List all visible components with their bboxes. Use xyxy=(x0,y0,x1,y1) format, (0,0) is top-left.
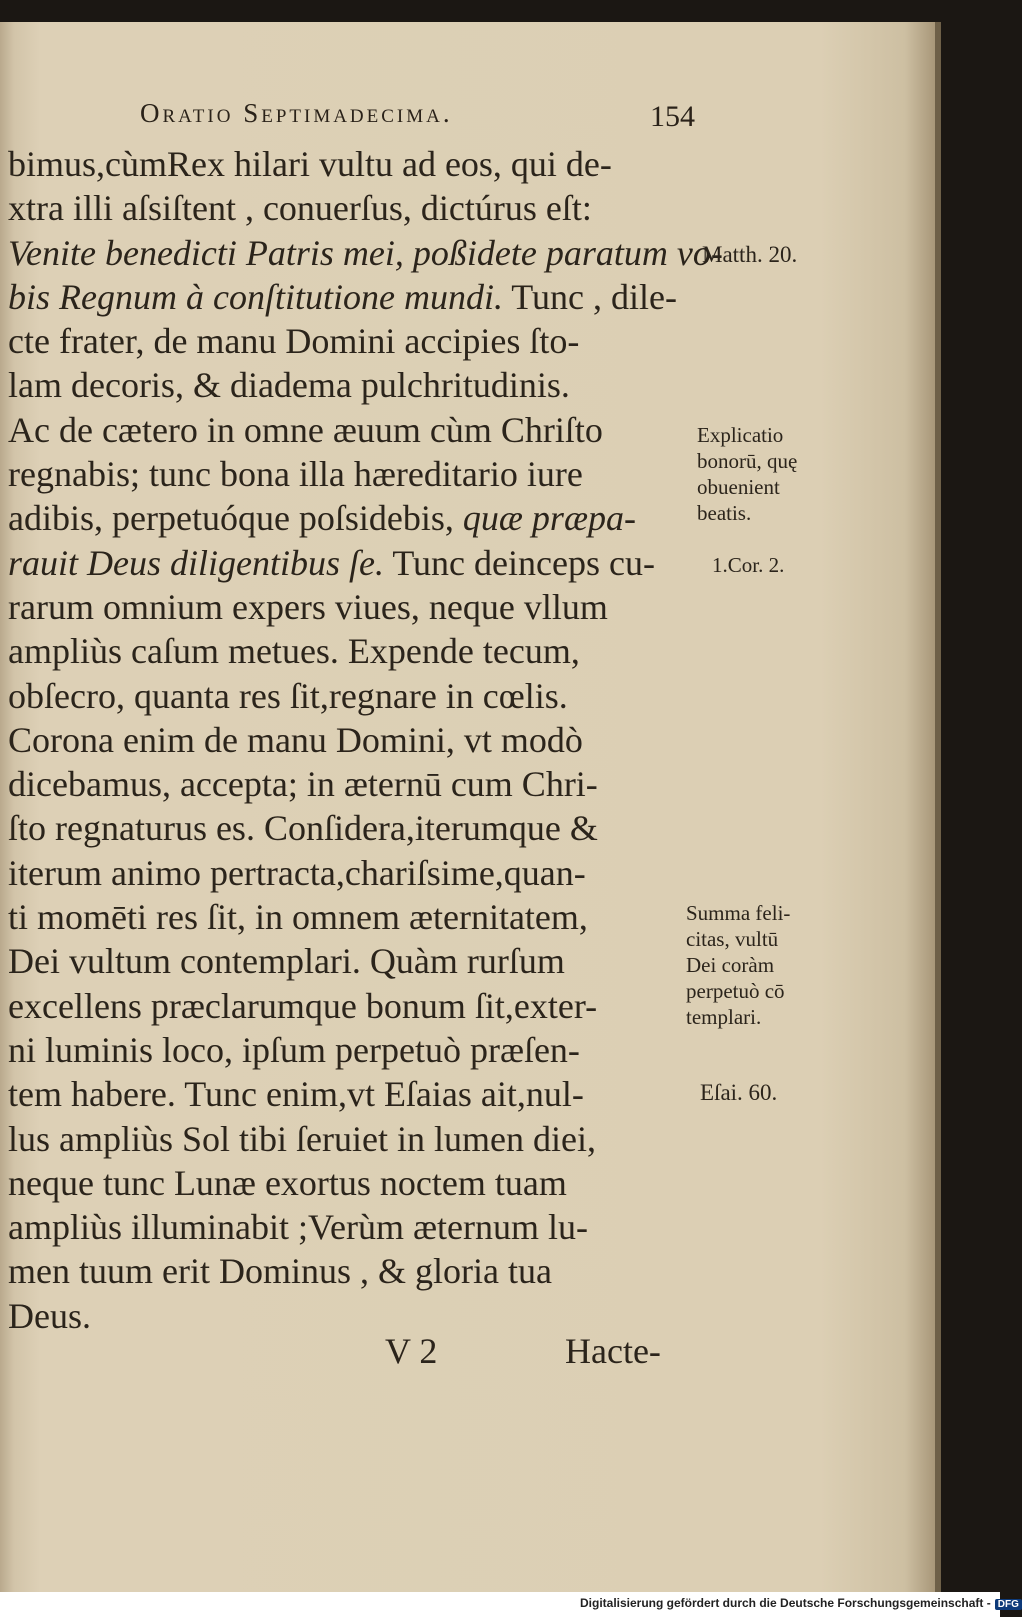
text-line: lam decoris, & diadema pulchritudinis. xyxy=(8,365,570,406)
text-segment: adibis, perpetuóque poſsidebis, xyxy=(8,498,463,539)
catchline xyxy=(0,1330,935,1380)
text-line: bimus,cùmRex hilari vultu ad eos, qui de- xyxy=(8,144,612,184)
page-header xyxy=(0,82,935,132)
text-line: ſto regnaturus es. Conſidera,iterumque & xyxy=(8,808,598,849)
margin-note-explicatio xyxy=(697,422,797,526)
text-line: ni luminis loco, ipſum perpetuò præſen- xyxy=(8,1029,580,1070)
running-head: Oratio Septimadecima. xyxy=(140,98,453,128)
text-line: tem habere. Tunc enim,vt Eſaias ait,nul- xyxy=(8,1074,584,1115)
digitization-credit xyxy=(580,1596,1022,1610)
catchword: Hacte- xyxy=(565,1331,661,1371)
credit-text: Digitalisierung gefördert durch die Deutsche Forschungsgemeinschaft - xyxy=(580,1596,991,1610)
text-line: Ac de cætero in omne æuum cùm Chriſto xyxy=(8,409,603,450)
text-line: ti momēti res ſit, in omnem æternitatem, xyxy=(8,897,588,938)
margin-note-matth: Matth. 20. xyxy=(702,242,798,267)
text-line: regnabis; tunc bona illa hæreditario iure xyxy=(8,454,583,495)
text-line: neque tunc Lunæ exortus noctem tuam xyxy=(8,1162,567,1203)
margin-line: obuenient xyxy=(697,475,780,499)
margin-note-esai: Eſai. 60. xyxy=(700,1080,778,1105)
text-line xyxy=(8,275,698,319)
text-line: Corona enim de manu Domini, vt modò xyxy=(8,719,583,760)
text-line: rarum omnium expers viues, neque vllum xyxy=(8,586,608,627)
margin-line: Dei coràm xyxy=(686,953,775,977)
text-segment: Tunc deinceps cu- xyxy=(383,542,655,583)
margin-line: templari. xyxy=(686,1005,762,1029)
text-line: lus ampliùs Sol tibi ſeruiet in lumen diei, xyxy=(8,1118,596,1159)
text-line: excellens præclarumque bonum ſit,exter- xyxy=(8,985,598,1026)
text-line: ampliùs caſum metues. Expende tecum, xyxy=(8,631,580,672)
margin-note-summa xyxy=(686,900,790,1030)
text-line xyxy=(8,541,698,585)
text-line: Deus. xyxy=(8,1295,91,1336)
dfg-logo: DFG xyxy=(995,1599,1022,1610)
text-line xyxy=(8,231,723,275)
italic-quote: Venite benedicti Patris mei, poßidete paratum vo- xyxy=(8,232,723,273)
margin-line: perpetuò cō xyxy=(686,979,785,1003)
text-line: iterum animo pertracta,chariſsime,quan- xyxy=(8,852,586,893)
text-line: cte frater, de manu Domini accipies ſto- xyxy=(8,321,580,362)
text-segment: Tunc , dile- xyxy=(502,276,677,317)
text-line: obſecro, quanta res ſit,regnare in cœlis. xyxy=(8,675,568,716)
margin-line: beatis. xyxy=(697,501,752,525)
italic-quote: rauit Deus diligentibus ſe. xyxy=(8,542,384,583)
body-text xyxy=(8,142,723,1338)
page-number: 154 xyxy=(650,100,695,133)
book-page xyxy=(0,22,941,1592)
signature-mark: V 2 xyxy=(385,1331,438,1371)
text-line: dicebamus, accepta; in æternū cum Chri- xyxy=(8,764,598,805)
margin-line: citas, vultū xyxy=(686,927,779,951)
margin-note-cor: 1.Cor. 2. xyxy=(712,553,785,577)
italic-quote: quæ præpa- xyxy=(462,498,636,539)
text-line: ampliùs illuminabit ;Verùm æternum lu- xyxy=(8,1207,588,1248)
text-line: Dei vultum contemplari. Quàm rurſum xyxy=(8,941,565,982)
margin-line: Explicatio xyxy=(697,423,784,447)
margin-line: bonorū, quę xyxy=(697,449,798,473)
text-line: men tuum erit Dominus , & gloria tua xyxy=(8,1251,552,1292)
text-line: xtra illi aſsiſtent , conuerſus, dictúrus eſt: xyxy=(8,188,592,229)
margin-line: Summa feli- xyxy=(686,901,791,925)
italic-quote: bis Regnum à conſtitutione mundi. xyxy=(8,276,503,317)
text-line xyxy=(8,496,698,540)
